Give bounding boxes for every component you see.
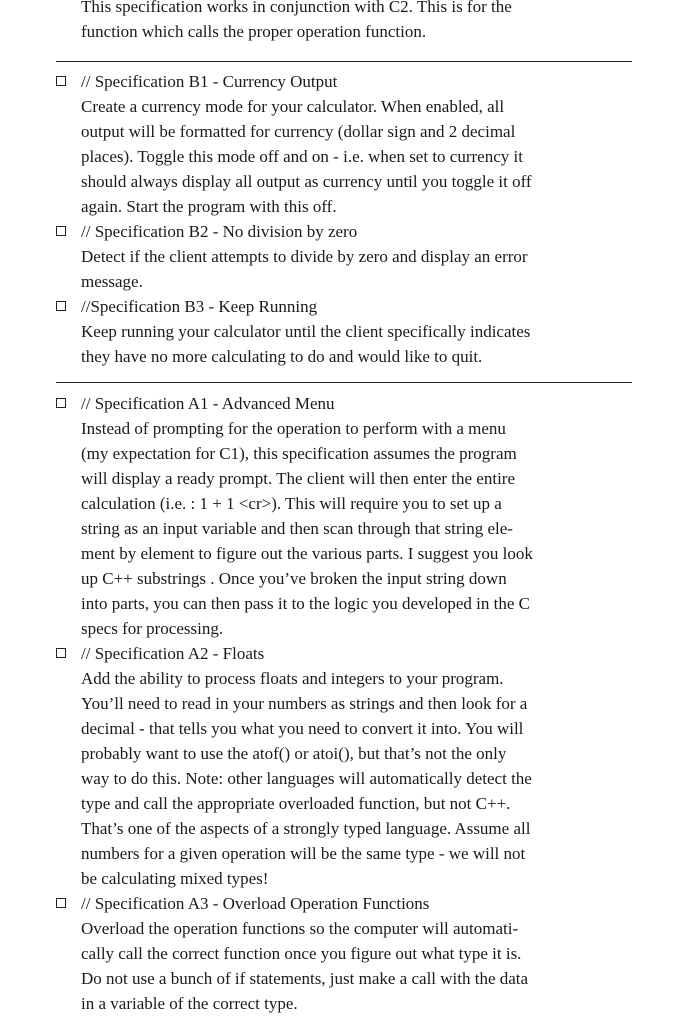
spec-body-line: output will be formatted for currency (dollar sign and 2 decimal bbox=[81, 122, 516, 141]
spec-body bbox=[81, 94, 621, 219]
spec-checkbox[interactable] bbox=[56, 76, 66, 86]
spec-item-b3 bbox=[0, 294, 678, 369]
spec-body-line: Keep running your calculator until the client specifically indicates bbox=[81, 322, 531, 341]
spec-body-line: Do not use a bunch of if statements, just make a call with the data bbox=[81, 969, 529, 988]
spec-body bbox=[81, 319, 621, 369]
section-a-specifications bbox=[0, 391, 678, 1016]
spec-body-line: they have no more calculating to do and would like to quit. bbox=[81, 347, 483, 366]
spec-body-line: Instead of prompting for the operation to perform with a menu bbox=[81, 419, 506, 438]
spec-body-line: again. Start the program with this off. bbox=[81, 197, 337, 216]
section-b-specifications bbox=[0, 69, 678, 369]
spec-body-line: You’ll need to read in your numbers as strings and then look for a bbox=[81, 694, 528, 713]
spec-body-line: message. bbox=[81, 272, 143, 291]
section-divider bbox=[56, 382, 632, 383]
spec-body-line: Detect if the client attempts to divide by zero and display an error bbox=[81, 247, 528, 266]
spec-body-line: up C++ substrings . Once you’ve broken the input string down bbox=[81, 569, 507, 588]
spec-body bbox=[81, 416, 621, 641]
spec-body-line: calculation (i.e. : 1 + 1 <cr>). This will require you to set up a bbox=[81, 494, 502, 513]
spec-body-line: Create a currency mode for your calculator. When enabled, all bbox=[81, 97, 505, 116]
spec-title: //Specification B3 - Keep Running bbox=[81, 297, 318, 316]
intro-paragraph bbox=[81, 0, 621, 44]
spec-body-line: in a variable of the correct type. bbox=[81, 994, 298, 1013]
spec-checkbox[interactable] bbox=[56, 398, 66, 408]
spec-body-line: will display a ready prompt. The client will then enter the entire bbox=[81, 469, 515, 488]
section-divider bbox=[56, 61, 632, 62]
spec-item-a1 bbox=[0, 391, 678, 641]
spec-body-line: type and call the appropriate overloaded function, but not C++. bbox=[81, 794, 511, 813]
intro-line: function which calls the proper operation function. bbox=[81, 22, 427, 41]
spec-body-line: decimal - that tells you what you need to convert it into. You will bbox=[81, 719, 524, 738]
spec-checkbox[interactable] bbox=[56, 898, 66, 908]
spec-body-line: cally call the correct function once you figure out what type it is. bbox=[81, 944, 522, 963]
spec-body-line: should always display all output as currency until you toggle it off bbox=[81, 172, 532, 191]
spec-title: // Specification B1 - Currency Output bbox=[81, 72, 338, 91]
spec-body-line: ment by element to figure out the various parts. I suggest you look bbox=[81, 544, 533, 563]
spec-body-line: (my expectation for C1), this specification assumes the program bbox=[81, 444, 517, 463]
spec-item-a3 bbox=[0, 891, 678, 1016]
spec-body-line: probably want to use the atof() or atoi(), but that’s not the only bbox=[81, 744, 507, 763]
spec-body-line: That’s one of the aspects of a strongly typed language. Assume all bbox=[81, 819, 531, 838]
spec-checkbox[interactable] bbox=[56, 648, 66, 658]
spec-body-line: places). Toggle this mode off and on - i.e. when set to currency it bbox=[81, 147, 523, 166]
spec-body-line: Add the ability to process floats and integers to your program. bbox=[81, 669, 504, 688]
spec-body bbox=[81, 244, 621, 294]
spec-body bbox=[81, 666, 621, 891]
spec-title: // Specification A3 - Overload Operation Functions bbox=[81, 894, 430, 913]
spec-body-line: into parts, you can then pass it to the logic you developed in the C bbox=[81, 594, 530, 613]
spec-body-line: string as an input variable and then scan through that string ele- bbox=[81, 519, 513, 538]
spec-body bbox=[81, 916, 621, 1016]
spec-checkbox[interactable] bbox=[56, 226, 66, 236]
spec-body-line: way to do this. Note: other languages will automatically detect the bbox=[81, 769, 532, 788]
spec-body-line: numbers for a given operation will be the same type - we will not bbox=[81, 844, 526, 863]
intro-line: This specification works in conjunction with C2. This is for the bbox=[81, 0, 512, 16]
spec-body-line: Overload the operation functions so the computer will automati- bbox=[81, 919, 519, 938]
spec-title: // Specification A1 - Advanced Menu bbox=[81, 394, 335, 413]
spec-body-line: be calculating mixed types! bbox=[81, 869, 269, 888]
spec-checkbox[interactable] bbox=[56, 301, 66, 311]
spec-item-b2 bbox=[0, 219, 678, 294]
spec-body-line: specs for processing. bbox=[81, 619, 224, 638]
spec-title: // Specification A2 - Floats bbox=[81, 644, 265, 663]
spec-item-a2 bbox=[0, 641, 678, 891]
spec-item-b1 bbox=[0, 69, 678, 219]
spec-title: // Specification B2 - No division by zero bbox=[81, 222, 358, 241]
